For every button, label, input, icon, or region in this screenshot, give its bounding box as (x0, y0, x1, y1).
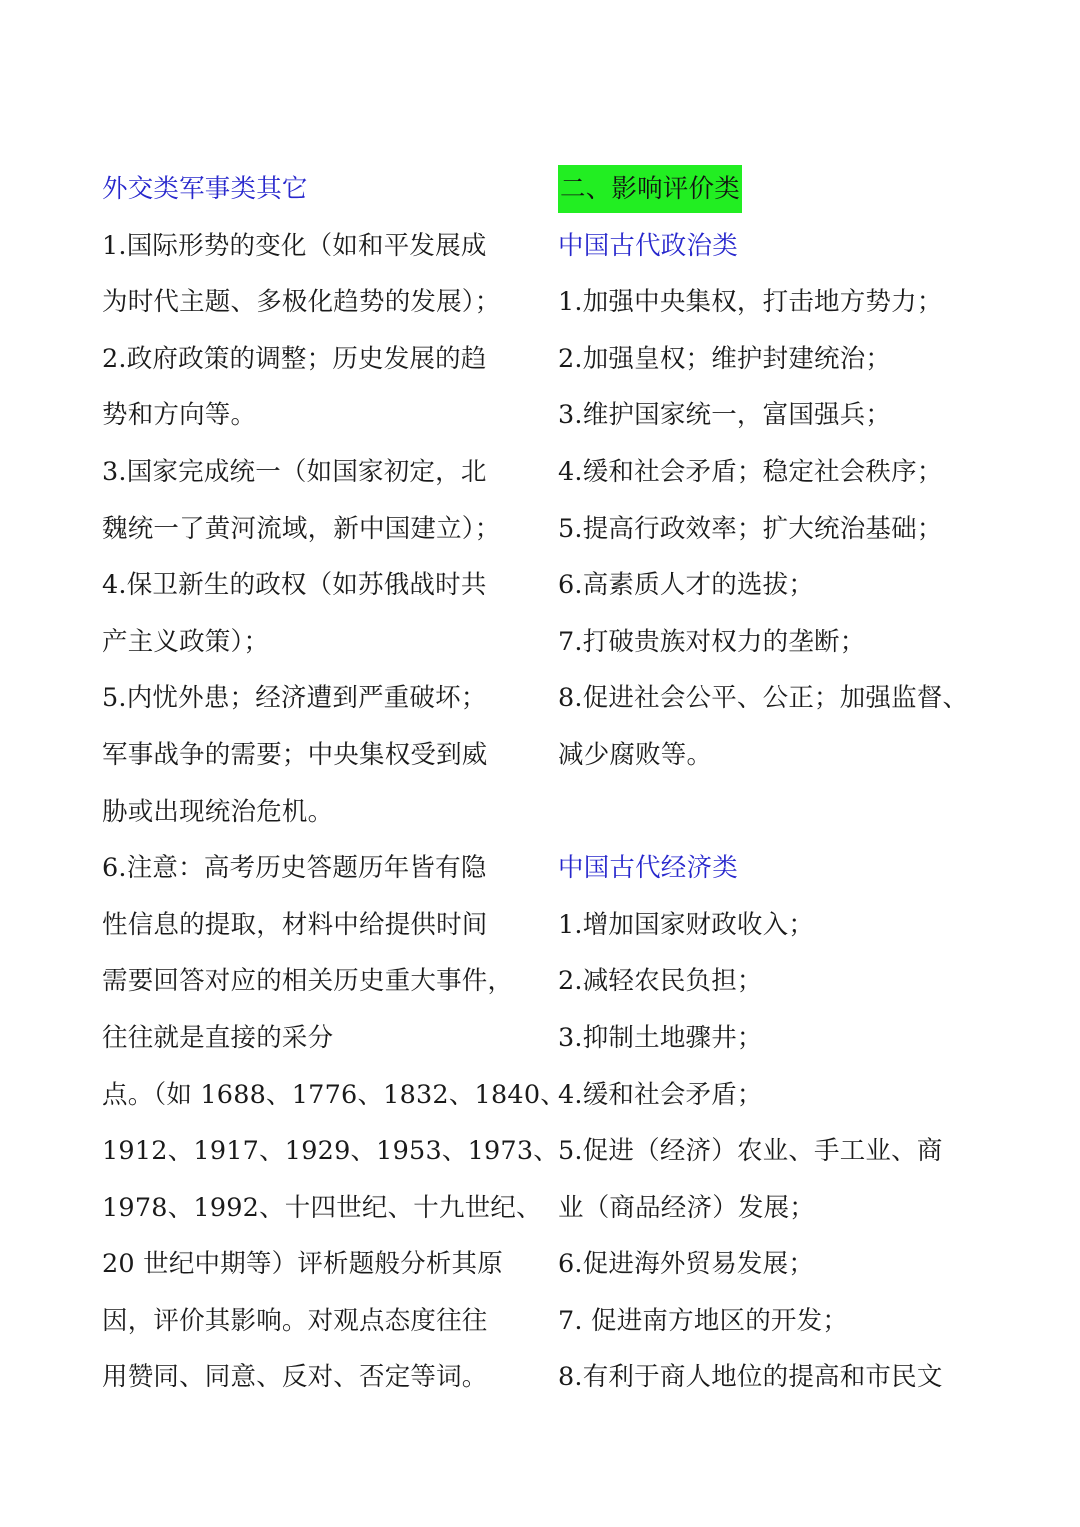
economy-heading: 中国古代经济类 (558, 853, 738, 884)
left-line: 点。（如 1688、1776、1832、1840、 (102, 1079, 566, 1110)
left-line: 性信息的提取，材料中给提供时间 (102, 909, 488, 940)
section-title: 二、影响评价类 (558, 165, 742, 213)
politics-line: 减少腐败等。 (558, 739, 713, 770)
politics-line: 7.打破贵族对权力的垄断； (558, 626, 866, 657)
left-line: 1978、1992、十四世纪、十九世纪、 (102, 1192, 542, 1223)
politics-line: 8.促进社会公平、公正；加强监督、 (558, 683, 969, 714)
economy-line: 4.缓和社会矛盾； (558, 1079, 763, 1110)
economy-line: 8.有利于商人地位的提高和市民文 (558, 1362, 943, 1393)
left-line: 魏统一了黄河流域，新中国建立）； (102, 513, 501, 544)
left-line: 势和方向等。 (102, 400, 257, 431)
left-line: 为时代主题、多极化趋势的发展）； (102, 287, 501, 318)
politics-heading: 中国古代政治类 (558, 230, 738, 261)
left-line: 5.内忧外患；经济遭到严重破坏； (102, 683, 487, 714)
section-title-row (558, 161, 998, 218)
right-column (558, 161, 998, 1406)
economy-line: 1.增加国家财政收入； (558, 909, 815, 940)
left-line: 产主义政策）； (102, 626, 270, 657)
left-line: 1.国际形势的变化（如和平发展成 (102, 230, 487, 261)
economy-line: 7. 促进南方地区的开发； (558, 1305, 849, 1336)
economy-line: 业（商品经济）发展； (558, 1192, 816, 1223)
left-line: 1912、1917、1929、1953、1973、 (102, 1136, 559, 1167)
politics-line: 2.加强皇权；维护封建统治； (558, 343, 892, 374)
left-column (102, 161, 566, 1406)
left-line: 20 世纪中期等）评析题般分析其原 (102, 1249, 503, 1280)
left-heading: 外交类军事类其它 (102, 174, 308, 204)
left-line: 军事战争的需要；中央集权受到威 (102, 739, 488, 770)
politics-line: 3.维护国家统一，富国强兵； (558, 400, 892, 431)
economy-line: 6.促进海外贸易发展； (558, 1249, 815, 1280)
left-line: 往往就是直接的采分 (102, 1022, 334, 1053)
politics-line: 1.加强中央集权，打击地方势力； (558, 287, 943, 318)
left-line: 3.国家完成统一（如国家初定，北 (102, 456, 487, 487)
spacer (558, 784, 998, 841)
politics-line: 4.缓和社会矛盾；稳定社会秩序； (558, 456, 943, 487)
economy-line: 3.抑制土地骤井； (558, 1022, 763, 1053)
left-line: 因，评价其影响。对观点态度往往 (102, 1305, 488, 1336)
politics-line: 5.提高行政效率；扩大统治基础； (558, 513, 943, 544)
economy-line: 2.减轻农民负担； (558, 966, 763, 997)
left-line: 需要回答对应的相关历史重大事件， (102, 966, 514, 997)
left-line: 6.注意：高考历史答题历年皆有隐 (102, 853, 487, 884)
economy-line: 5.促进（经济）农业、手工业、商 (558, 1136, 943, 1167)
politics-line: 6.高素质人才的选拔； (558, 570, 815, 601)
left-line: 4.保卫新生的政权（如苏俄战时共 (102, 570, 487, 601)
left-line: 用赞同、同意、反对、否定等词。 (102, 1362, 488, 1393)
left-line: 2.政府政策的调整；历史发展的趋 (102, 343, 487, 374)
left-line: 胁或出现统治危机。 (102, 796, 334, 827)
